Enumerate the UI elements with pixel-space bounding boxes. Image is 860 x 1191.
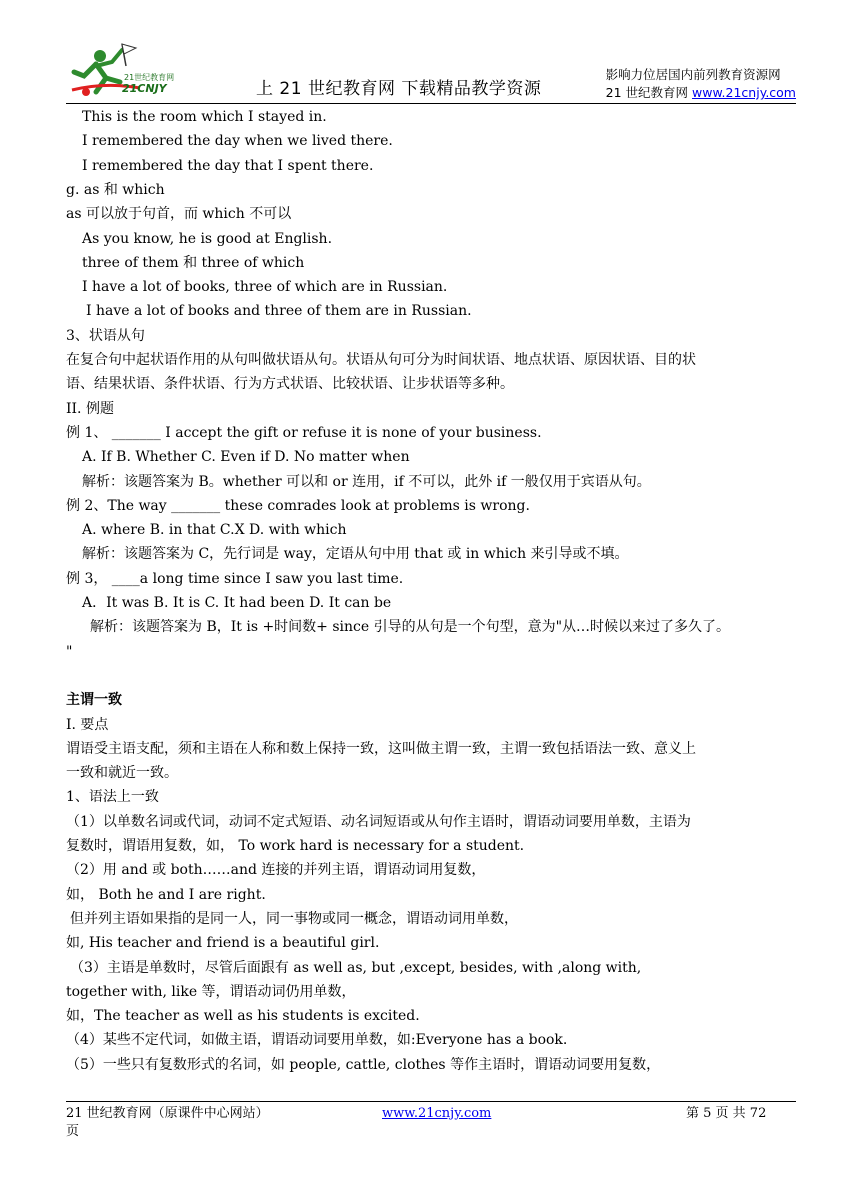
- text-line: g. as 和 which: [66, 181, 165, 198]
- text-line: together with, like 等，谓语动词仍用单数，: [66, 983, 356, 1000]
- text-line: 解析：该题答案为 B。whether 可以和 or 连用，if 不可以，此外 if 一般仅用于宾语从句。: [82, 473, 651, 490]
- text-line: as 可以放于句首，而 which 不可以: [66, 206, 292, 223]
- text-line: 谓语受主语支配，须和主语在人称和数上保持一致，这叫做主谓一致，主谓一致包括语法一致、意义上: [66, 740, 696, 757]
- page-header: [66, 42, 796, 104]
- text-line: 3、状语从句: [66, 327, 145, 344]
- text-line: 语、结果状语、条件状语、行为方式状语、比较状语、让步状语等多种。: [66, 376, 514, 393]
- header-slogan: 影响力位居国内前列教育资源网: [605, 67, 781, 82]
- runner-logo-icon: [66, 42, 186, 102]
- text-line: （4）某些不定代词，如做主语，谓语动词要用单数，如:Everyone has a book.: [66, 1032, 568, 1049]
- text-line: I have a lot of books, three of which are in Russian.: [82, 279, 448, 296]
- footer-divider: [66, 1101, 796, 1102]
- text-line: 如，The teacher as well as his students is excited.: [66, 1008, 420, 1025]
- text-line: （2）用 and 或 both……and 连接的并列主语，谓语动词用复数，: [66, 862, 486, 879]
- text-line: 解析：该题答案为 B，It is +时间数+ since 引导的从句是一个句型，意为"从…时候以来过了多久了。: [90, 619, 731, 636]
- text-line: 如， Both he and I are right.: [66, 886, 266, 903]
- text-line: As you know, he is good at English.: [82, 230, 333, 247]
- text-line: 解析：该题答案为 C，先行词是 way，定语从句中用 that 或 in which 来引导或不填。: [82, 546, 629, 563]
- logo-text-top: 21世纪教育网: [124, 73, 175, 82]
- text-line: 例 2、The way _______ these comrades look at problems is wrong.: [66, 497, 530, 514]
- section-heading: 主谓一致: [66, 692, 122, 709]
- text-line: I remembered the day when we lived there.: [82, 133, 393, 150]
- text-line: This is the room which I stayed in.: [82, 109, 327, 125]
- text-line: I remembered the day that I spent there.: [82, 157, 374, 174]
- header-site-link[interactable]: www.21cnjy.com: [692, 85, 796, 100]
- text-line: three of them 和 three of which: [82, 254, 305, 271]
- site-logo: [66, 42, 186, 102]
- footer-page-number: 第 5 页 共 72: [686, 1106, 767, 1121]
- text-line: 如, His teacher and friend is a beautiful girl.: [66, 935, 380, 952]
- header-site-line: [606, 84, 796, 102]
- text-line: 例 1、 _______ I accept the gift or refuse it is none of your business.: [66, 424, 542, 441]
- header-divider: [66, 103, 796, 104]
- text-line: 复数时，谓语用复数，如， To work hard is necessary for a student.: [66, 838, 525, 854]
- footer-site-name: 21 世纪教育网（原课件中心网站）: [66, 1106, 269, 1121]
- footer-site-link[interactable]: www.21cnjy.com: [382, 1106, 492, 1121]
- text-line: 但并列主语如果指的是同一人，同一事物或同一概念，谓语动词用单数，: [70, 910, 518, 927]
- text-line: （3）主语是单数时，尽管后面跟有 as well as, but ,except, besides, with ,along with,: [70, 959, 642, 976]
- text-line: （5）一些只有复数形式的名词，如 people, cattle, clothes 等作主语时，谓语动词要用复数，: [66, 1056, 661, 1073]
- text-line: 一致和就近一致。: [66, 765, 178, 782]
- logo-text-bottom: 21CNJY: [122, 82, 167, 95]
- text-line: 1、语法上一致: [66, 789, 159, 806]
- text-line: I. 要点: [66, 716, 109, 733]
- text-line: 例 3， ____a long time since I saw you last time.: [66, 570, 404, 587]
- text-line: A. If B. Whether C. Even if D. No matter when: [82, 449, 410, 466]
- header-title: 上 21 世纪教育网 下载精品教学资源: [256, 79, 542, 99]
- footer-page-suffix: 页: [66, 1124, 80, 1139]
- header-site-name: 21 世纪教育网: [605, 85, 693, 100]
- text-line: 在复合句中起状语作用的从句叫做状语从句。状语从句可分为时间状语、地点状语、原因状语、目的状: [66, 352, 696, 368]
- text-line: A．It was B. It is C. It had been D. It can be: [82, 595, 392, 611]
- text-line: A. where B. in that C.X D. with which: [82, 522, 347, 539]
- header-right: [606, 66, 796, 102]
- text-line: （1）以单数名词或代词，动词不定式短语、动名词短语或从句作主语时，谓语动词要用单数，主语为: [66, 813, 691, 830]
- text-line: II. 例题: [66, 400, 114, 417]
- text-line: I have a lot of books and three of them are in Russian.: [86, 303, 472, 320]
- text-line: ": [66, 643, 73, 660]
